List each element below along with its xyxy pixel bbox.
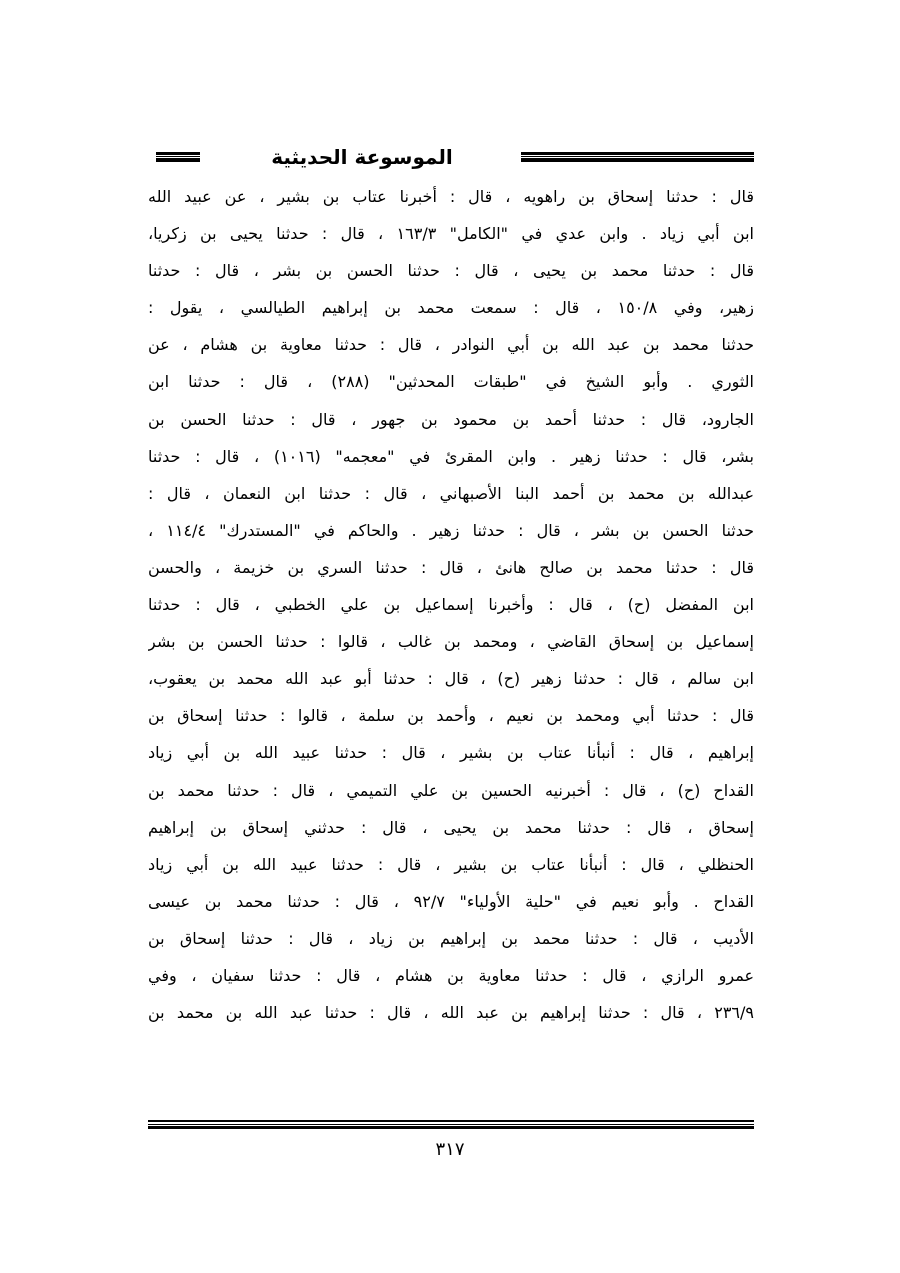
text-line: إبراهيم ، قال : أنبأنا عتاب بن بشير ، قال : حدثنا عبيد الله بن أبي زياد xyxy=(148,743,754,763)
text-line: عبدالله بن محمد بن أحمد البنا الأصبهاني ، قال : حدثنا ابن النعمان ، قال : xyxy=(148,483,754,503)
text-line: إسماعيل بن إسحاق القاضي ، ومحمد بن غالب ، قالوا : حدثنا الحسن بن بشر xyxy=(148,632,754,652)
text-line: إسحاق ، قال : حدثنا محمد بن يحيى ، قال : حدثني إسحاق بن إبراهيم xyxy=(148,817,754,837)
text-line: ابن أبي زياد . وابن عدي في "الكامل" ١٦٣/٣ ، قال : حدثنا يحيى بن زكريا، xyxy=(148,224,754,244)
text-line: عمرو الرازي ، قال : حدثنا معاوية بن هشام ، قال : حدثنا سفيان ، وفي xyxy=(148,965,754,985)
text-line: القداح (ح) ، قال : أخبرنيه الحسين بن علي التميمي ، قال : حدثنا محمد بن xyxy=(148,780,754,800)
running-header xyxy=(150,140,754,174)
text-line: ابن سالم ، قال : حدثنا زهير (ح) ، قال : حدثنا أبو عبد الله محمد بن يعقوب، xyxy=(148,669,754,689)
page-number: ٣١٧ xyxy=(435,1139,465,1160)
text-line: الثوري . وأبو الشيخ في "طبقات المحدثين" (٢٨٨) ، قال : حدثنا ابن xyxy=(148,372,754,392)
text-line: قال : حدثنا إسحاق بن راهويه ، قال : أخبرنا عتاب بن بشير ، عن عبيد الله xyxy=(148,187,754,206)
text-line: ابن المفضل (ح) ، قال : وأخبرنا إسماعيل بن علي الخطبي ، قال : حدثنا xyxy=(148,595,754,615)
text-line: الأديب ، قال : حدثنا محمد بن إبراهيم بن زياد ، قال : حدثنا إسحاق بن xyxy=(148,928,754,948)
text-line: ٢٣٦/٩ ، قال : حدثنا إبراهيم بن عبد الله ، قال : حدثنا عبد الله بن محمد بن xyxy=(148,1003,754,1023)
text-line: قال : حدثنا محمد بن صالح هانئ ، قال : حدثنا السري بن خزيمة ، والحسن xyxy=(148,557,754,577)
header-rule-left xyxy=(156,152,200,162)
text-line: حدثنا الحسن بن بشر ، قال : حدثنا زهير . والحاكم في "المستدرك" ١١٤/٤ ، xyxy=(148,520,754,540)
text-line: زهير، وفي ١٥٠/٨ ، قال : سمعت محمد بن إبراهيم الطيالسي ، يقول : xyxy=(148,298,754,318)
text-line: قال : حدثنا أبي ومحمد بن نعيم ، وأحمد بن سلمة ، قالوا : حدثنا إسحاق بن xyxy=(148,706,754,726)
text-line: قال : حدثنا محمد بن يحيى ، قال : حدثنا الحسن بن بشر ، قال : حدثنا xyxy=(148,261,754,281)
text-line: الحنظلي ، قال : أنبأنا عتاب بن بشير ، قال : حدثنا عبيد الله بن أبي زياد xyxy=(148,854,754,874)
text-line: القداح . وأبو نعيم في "حلية الأولياء" ٩٢/٧ ، قال : حدثنا محمد بن عيسى xyxy=(148,891,754,911)
header-title: الموسوعة الحديثية xyxy=(271,145,453,169)
text-line: بشر، قال : حدثنا زهير . وابن المقرئ في "معجمه" (١٠١٦) ، قال : حدثنا xyxy=(148,446,754,466)
body-text xyxy=(148,178,754,1031)
text-line: حدثنا محمد بن عبد الله بن أبي النوادر ، قال : حدثنا معاوية بن هشام ، عن xyxy=(148,335,754,355)
footer-rule xyxy=(148,1120,754,1129)
text-line: الجارود، قال : حدثنا أحمد بن محمود بن جهور ، قال : حدثنا الحسن بن xyxy=(148,409,754,429)
header-rule-right xyxy=(521,152,754,162)
